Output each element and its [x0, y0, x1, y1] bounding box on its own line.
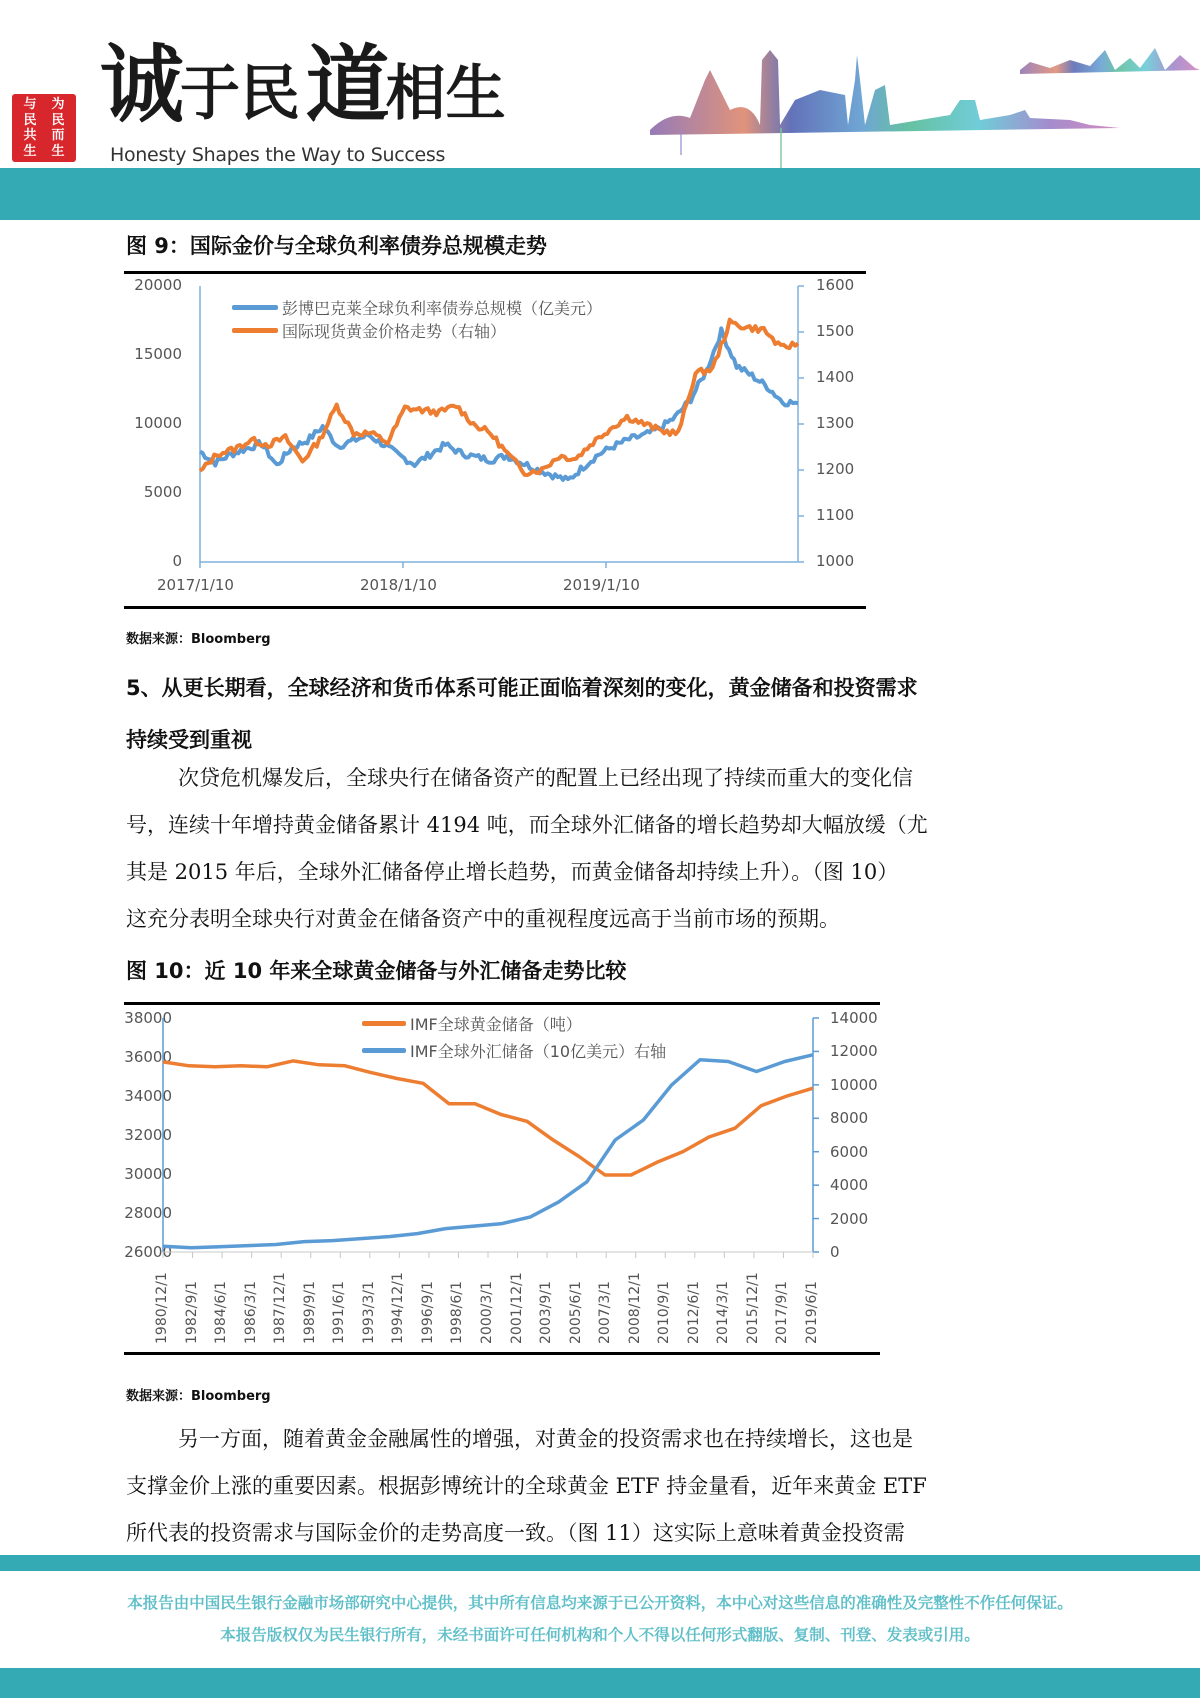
paragraph-line: 号，连续十年增持黄金储备累计 4194 吨，而全球外汇储备的增长趋势却大幅放缓（尤 [126, 813, 928, 837]
y-left-tick: 26000 [124, 1243, 172, 1261]
x-tick: 2019/1/10 [563, 576, 640, 594]
x-tick: 1994/12/1 [390, 1272, 407, 1344]
y-right-tick: 4000 [830, 1176, 869, 1194]
x-tick: 1996/9/1 [419, 1281, 436, 1344]
seal-char: 与 [23, 97, 37, 112]
x-tick: 2017/9/1 [774, 1281, 791, 1344]
x-tick: 2001/12/1 [508, 1272, 525, 1344]
y-right-tick: 2000 [830, 1210, 869, 1228]
motto-char: 诚 [100, 35, 181, 134]
legend-swatch-blue [362, 1048, 406, 1053]
legend-item-fx-reserve [362, 1039, 666, 1062]
x-tick: 1991/6/1 [331, 1281, 348, 1344]
seal-char: 生 [23, 143, 37, 159]
y-left-tick: 28000 [124, 1204, 172, 1222]
x-tick: 1980/12/1 [154, 1272, 170, 1344]
y-right-tick: 14000 [830, 1009, 878, 1027]
x-tick: 2015/12/1 [744, 1272, 761, 1344]
x-tick: 2012/6/1 [685, 1281, 702, 1344]
x-tick: 1989/9/1 [301, 1281, 318, 1344]
y-right-tick: 1100 [816, 506, 855, 524]
x-tick: 2000/3/1 [479, 1281, 495, 1344]
x-tick: 2005/6/1 [567, 1281, 584, 1344]
y-right-tick: 12000 [830, 1042, 878, 1060]
y-right-tick: 10000 [830, 1076, 878, 1094]
y-left-tick: 5000 [143, 483, 182, 501]
paragraph-line: 另一方面，随着黄金金融属性的增强，对黄金的投资需求也在持续增长，这也是 [178, 1427, 913, 1451]
motto-chars: 相生 [385, 59, 506, 129]
x-tick: 1987/12/1 [272, 1272, 289, 1344]
y-left-tick: 0 [172, 552, 182, 570]
y-left-tick: 30000 [124, 1165, 172, 1183]
seal-char: 共 [23, 128, 37, 143]
x-tick: 1984/6/1 [213, 1281, 230, 1344]
x-tick: 1986/3/1 [242, 1281, 259, 1344]
y-right-tick: 1400 [816, 368, 855, 386]
section5-heading-line: 5、从更长期看，全球经济和货币体系可能正面临着深刻的变化，黄金储备和投资需求 [126, 676, 918, 700]
x-tick: 2018/1/10 [360, 576, 437, 594]
legend-item-gold-reserve [362, 1012, 582, 1035]
y-right-tick: 1200 [816, 460, 855, 478]
x-tick: 1998/6/1 [449, 1281, 466, 1344]
paragraph-line: 这充分表明全球央行对黄金在储备资产中的重视程度远高于当前市场的预期。 [126, 907, 840, 931]
y-right-tick: 8000 [830, 1109, 869, 1127]
disclaimer-line: 本报告由中国民生银行金融市场部研究中心提供，其中所有信息均来源于已公开资料，本中心对这些信息的准确性及完整性不作任何保证。 [127, 1594, 1073, 1612]
x-tick: 2003/9/1 [538, 1281, 555, 1344]
legend-label: IMF全球黄金储备（吨） [410, 1015, 582, 1034]
x-tick: 2019/6/1 [804, 1281, 820, 1344]
seal-char: 而 [51, 128, 65, 143]
figure10-bottom-rule [124, 1352, 880, 1355]
footer-band-top [0, 1555, 1200, 1571]
slogan: Honesty Shapes the Way to Success [110, 144, 446, 166]
legend-swatch-orange [362, 1021, 406, 1026]
y-left-tick: 32000 [124, 1126, 172, 1144]
x-tick: 2010/9/1 [656, 1281, 673, 1344]
legend-label: 国际现货黄金价格走势（右轴） [282, 322, 507, 341]
figure9-title: 图 9：国际金价与全球负利率债券总规模走势 [126, 234, 547, 258]
y-right-tick: 1600 [816, 276, 855, 294]
paragraph-investment [126, 1416, 1016, 1557]
figure10-source: 数据来源：Bloomberg [126, 1389, 271, 1404]
seal-char: 生 [51, 143, 65, 159]
x-tick: 2014/3/1 [715, 1281, 732, 1344]
seal-char: 为 [51, 97, 65, 112]
y-right-tick: 1500 [816, 322, 855, 340]
y-right-tick: 1300 [816, 414, 855, 432]
y-right-tick: 6000 [830, 1143, 869, 1161]
footer-band-bottom [0, 1668, 1200, 1698]
motto-char: 道 [305, 35, 386, 134]
paragraph-line: 支撑金价上涨的重要因素。根据彭博统计的全球黄金 ETF 持金量看，近年来黄金 ETF [126, 1474, 927, 1498]
x-tick: 1982/9/1 [183, 1281, 200, 1344]
y-right-tick: 0 [830, 1243, 840, 1261]
y-left-tick: 36000 [124, 1048, 172, 1066]
seal-char: 民 [23, 112, 37, 128]
y-left-tick: 34000 [124, 1087, 172, 1105]
figure10-title: 图 10：近 10 年来全球黄金储备与外汇储备走势比较 [126, 959, 627, 983]
y-left-tick: 38000 [124, 1009, 172, 1027]
y-left-tick: 20000 [134, 276, 182, 294]
x-tick: 2007/3/1 [597, 1281, 614, 1344]
disclaimer-line: 本报告版权仅为民生银行所有，未经书面许可任何机构和个人不得以任何形式翻版、复制、刊登、发表或引用。 [220, 1626, 980, 1644]
paragraph-line: 所代表的投资需求与国际金价的走势高度一致。（图 11）这实际上意味着黄金投资需 [126, 1521, 905, 1545]
legend-label: IMF全球外汇储备（10亿美元）右轴 [410, 1042, 667, 1061]
seal-char: 民 [51, 112, 65, 128]
section5-heading-line: 持续受到重视 [126, 728, 252, 752]
paragraph-line: 次贷危机爆发后，全球央行在储备资产的配置上已经出现了持续而重大的变化信 [178, 766, 913, 790]
x-tick: 2017/1/10 [157, 576, 234, 594]
motto-chars: 于民 [180, 59, 301, 129]
figure9-source: 数据来源：Bloomberg [126, 632, 271, 647]
y-left-tick: 15000 [134, 345, 182, 363]
paragraph-line: 其是 2015 年后，全球外汇储备停止增长趋势，而黄金储备却持续上升）。（图 10） [126, 860, 899, 884]
y-right-tick: 1000 [816, 552, 855, 570]
y-left-tick: 10000 [134, 414, 182, 432]
x-tick: 2008/12/1 [626, 1272, 643, 1344]
legend-label: 彭博巴克莱全球负利率债券总规模（亿美元） [282, 299, 603, 318]
x-tick: 1993/3/1 [360, 1281, 377, 1344]
